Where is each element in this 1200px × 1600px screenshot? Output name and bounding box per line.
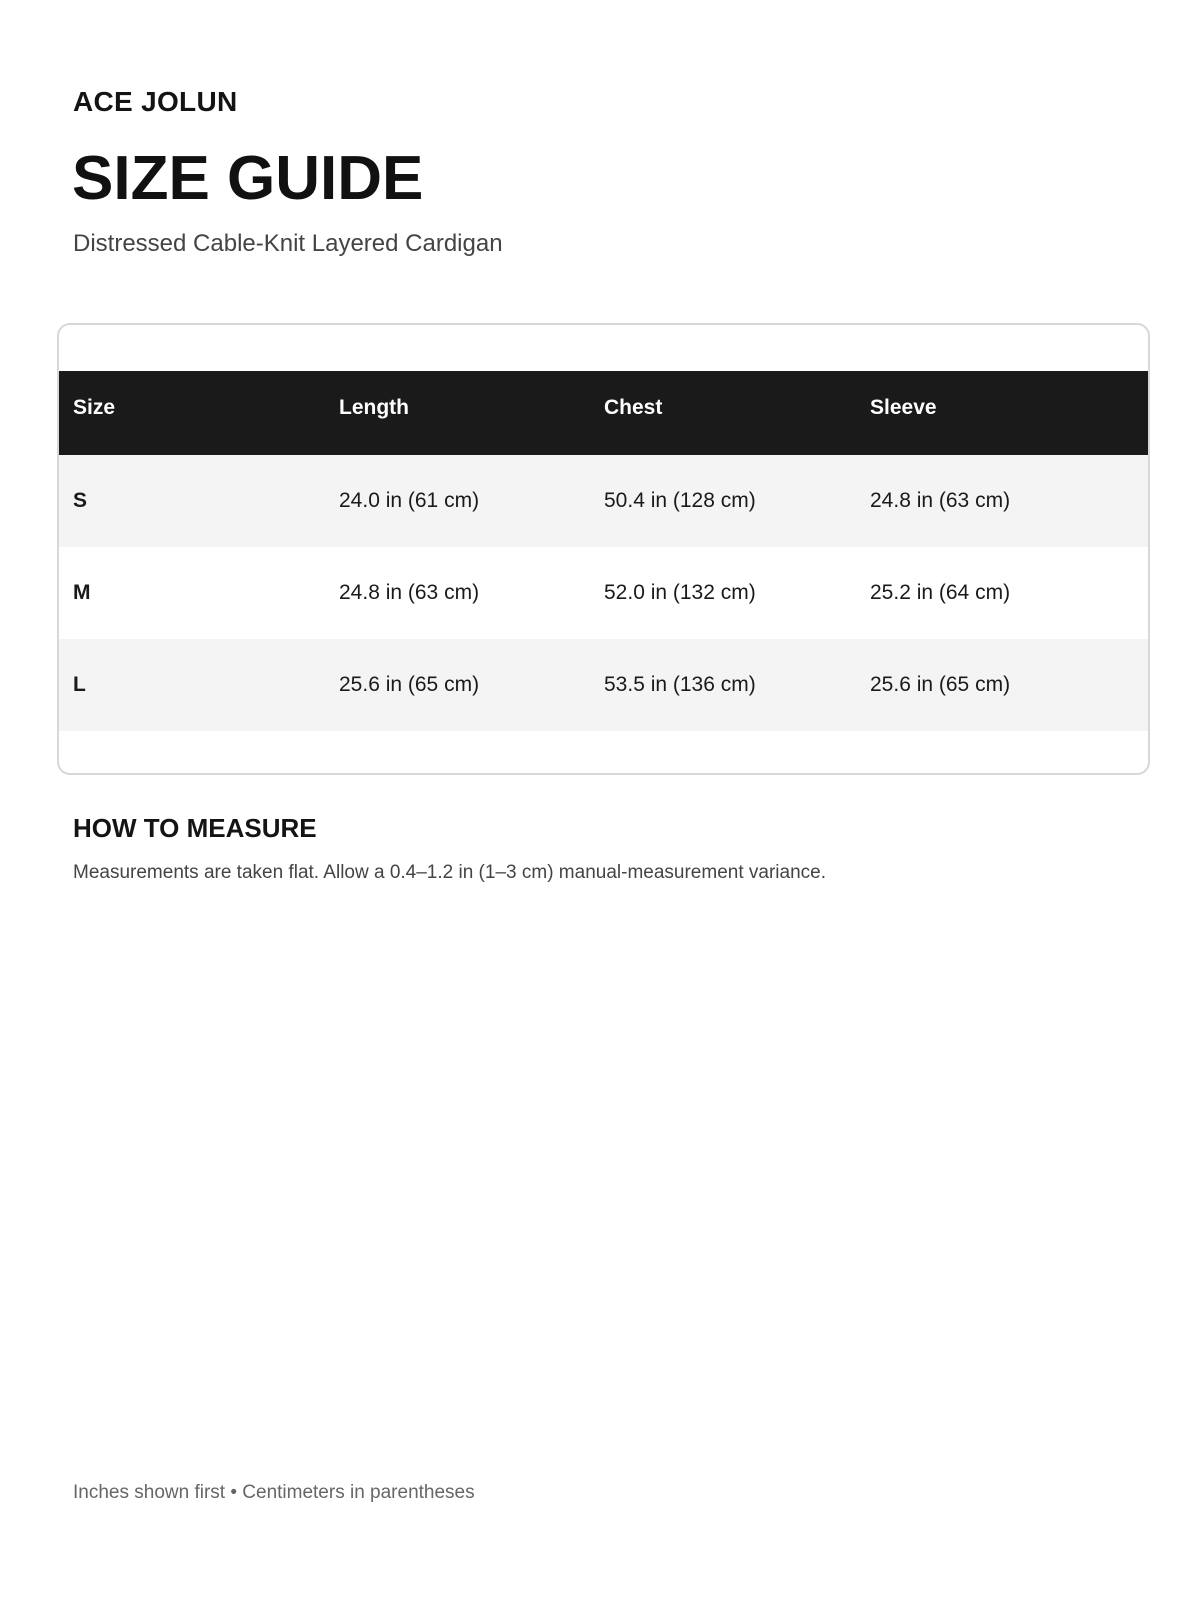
table-header-row	[59, 371, 1148, 455]
how-to-measure-text: Measurements are taken flat. Allow a 0.4–1.2 in (1–3 cm) manual-measurement variance.	[73, 862, 826, 883]
size-cell: M	[73, 581, 91, 604]
column-header-length: Length	[339, 396, 409, 419]
table-row	[59, 547, 1148, 639]
brand-name: ACE JOLUN	[73, 86, 238, 117]
column-header-size: Size	[73, 396, 116, 419]
page-title: SIZE GUIDE	[72, 144, 424, 213]
length-cell: 24.8 in (63 cm)	[339, 581, 480, 604]
how-to-measure-heading: HOW TO MEASURE	[73, 813, 317, 843]
sleeve-cell: 25.2 in (64 cm)	[870, 581, 1011, 604]
sleeve-cell: 24.8 in (63 cm)	[870, 489, 1011, 512]
size-table	[57, 323, 1150, 775]
size-cell: L	[73, 673, 86, 696]
table-row	[59, 455, 1148, 547]
column-header-chest: Chest	[604, 396, 663, 419]
column-header-sleeve: Sleeve	[870, 396, 937, 419]
chest-cell: 53.5 in (136 cm)	[604, 673, 756, 696]
length-cell: 25.6 in (65 cm)	[339, 673, 480, 696]
size-cell: S	[73, 489, 88, 512]
chest-cell: 52.0 in (132 cm)	[604, 581, 756, 604]
product-name: Distressed Cable-Knit Layered Cardigan	[73, 230, 503, 257]
sleeve-cell: 25.6 in (65 cm)	[870, 673, 1011, 696]
units-footnote: Inches shown first • Centimeters in parentheses	[73, 1482, 475, 1503]
table-row	[59, 639, 1148, 731]
length-cell: 24.0 in (61 cm)	[339, 489, 480, 512]
chest-cell: 50.4 in (128 cm)	[604, 489, 756, 512]
